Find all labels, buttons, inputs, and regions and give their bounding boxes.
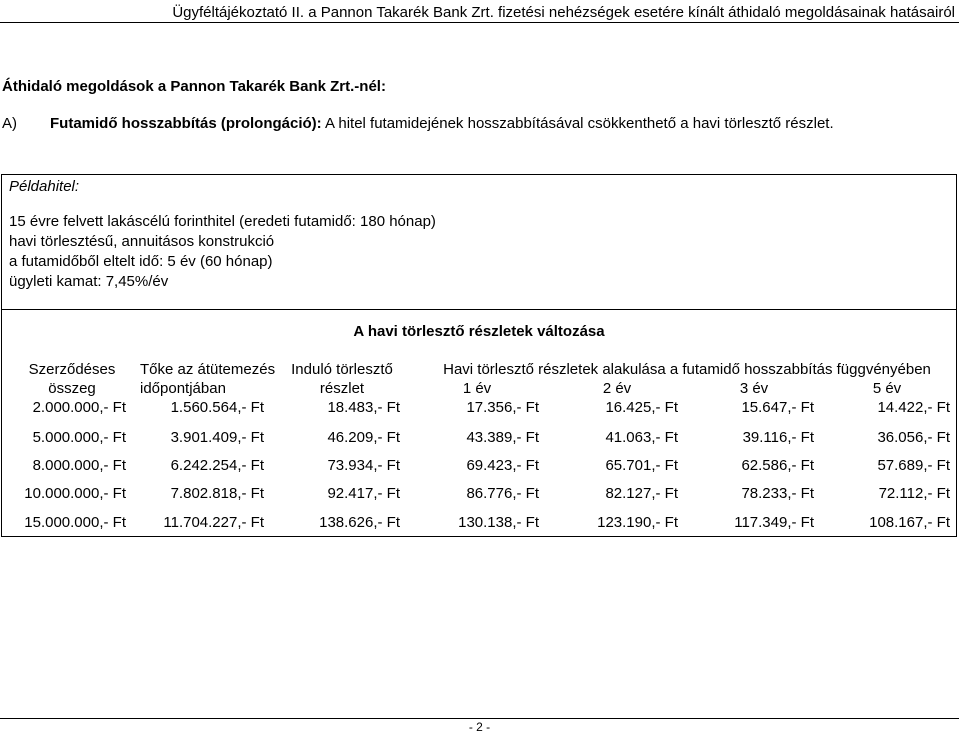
- table-cell: 108.167,- Ft: [869, 514, 950, 531]
- table-title: A havi törlesztő részletek változása: [353, 323, 605, 340]
- table-cell: 78.233,- Ft: [741, 485, 814, 502]
- table-cell: 6.242.254,- Ft: [170, 457, 264, 474]
- table-cell: 39.116,- Ft: [742, 429, 814, 446]
- table-cell: 11.704.227,- Ft: [163, 514, 264, 531]
- table-cell: 15.647,- Ft: [741, 399, 814, 416]
- header-year-5: 5 év: [872, 380, 902, 397]
- table-cell: 73.934,- Ft: [327, 457, 400, 474]
- header-initial-installment: Induló törlesztő: [291, 361, 393, 378]
- header-capital-2: időpontjában: [140, 380, 226, 397]
- table-cell: 18.483,- Ft: [327, 399, 400, 416]
- document-header-title: Ügyféltájékoztató II. a Pannon Takarék Bank Zrt. fizetési nehézségek esetére kínált áthidaló megoldásainak hatásairól: [172, 4, 955, 21]
- table-cell: 7.802.818,- Ft: [170, 485, 264, 502]
- table-cell: 41.063,- Ft: [605, 429, 678, 446]
- table-cell: 65.701,- Ft: [605, 457, 678, 474]
- installment-table-box: [1, 309, 957, 537]
- header-year-3: 3 év: [739, 380, 769, 397]
- table-cell: 92.417,- Ft: [327, 485, 400, 502]
- page-number: - 2 -: [468, 720, 491, 734]
- header-year-2: 2 év: [602, 380, 632, 397]
- table-cell: 117.349,- Ft: [734, 514, 814, 531]
- example-line: havi törlesztésű, annuitásos konstrukció: [9, 233, 275, 250]
- table-cell: 69.423,- Ft: [466, 457, 539, 474]
- option-title: Futamidő hosszabbítás (prolongáció):: [50, 115, 322, 132]
- table-cell: 16.425,- Ft: [605, 399, 678, 416]
- table-cell: 17.356,- Ft: [466, 399, 539, 416]
- example-details: [9, 212, 436, 292]
- option-description: A hitel futamidejének hosszabbításával csökkenthető a havi törlesztő részlet.: [321, 115, 834, 132]
- table-cell: 1.560.564,- Ft: [170, 399, 264, 416]
- table-cell: 138.626,- Ft: [319, 514, 400, 531]
- footer-divider: [0, 718, 959, 719]
- header-capital: Tőke az átütemezés: [140, 361, 276, 378]
- table-cell: 46.209,- Ft: [327, 429, 400, 446]
- section-heading: Áthidaló megoldások a Pannon Takarék Bank Zrt.-nél:: [2, 78, 386, 95]
- header-contract-amount-2: összeg: [48, 380, 96, 397]
- example-line: 15 évre felvett lakáscélú forinthitel (eredeti futamidő: 180 hónap): [9, 213, 436, 230]
- table-cell: 36.056,- Ft: [877, 429, 950, 446]
- table-cell: 130.138,- Ft: [458, 514, 539, 531]
- table-cell: 57.689,- Ft: [877, 457, 950, 474]
- table-cell: 72.112,- Ft: [878, 485, 950, 502]
- example-loan-box: [1, 174, 957, 310]
- table-cell: 82.127,- Ft: [605, 485, 678, 502]
- table-cell: 14.422,- Ft: [877, 399, 950, 416]
- header-divider: [0, 22, 959, 23]
- header-contract-amount: Szerződéses: [28, 361, 116, 378]
- option-letter: A): [2, 115, 17, 132]
- table-cell: 8.000.000,- Ft: [32, 457, 126, 474]
- table-cell: 123.190,- Ft: [597, 514, 678, 531]
- header-extension-group: Havi törlesztő részletek alakulása a futamidő hosszabbítás függvényében: [443, 361, 931, 378]
- table-cell: 2.000.000,- Ft: [32, 399, 126, 416]
- table-cell: 10.000.000,- Ft: [24, 485, 126, 502]
- example-line: a futamidőből eltelt idő: 5 év (60 hónap): [9, 253, 273, 270]
- table-cell: 62.586,- Ft: [741, 457, 814, 474]
- example-line: ügyleti kamat: 7,45%/év: [9, 273, 169, 290]
- example-label: Példahitel:: [9, 178, 80, 195]
- header-year-1: 1 év: [462, 380, 492, 397]
- header-initial-installment-2: részlet: [319, 380, 365, 397]
- option-a-paragraph: [2, 115, 834, 132]
- table-cell: 15.000.000,- Ft: [24, 514, 126, 531]
- table-cell: 3.901.409,- Ft: [170, 429, 264, 446]
- table-cell: 5.000.000,- Ft: [32, 429, 126, 446]
- table-cell: 43.389,- Ft: [466, 429, 539, 446]
- table-cell: 86.776,- Ft: [466, 485, 539, 502]
